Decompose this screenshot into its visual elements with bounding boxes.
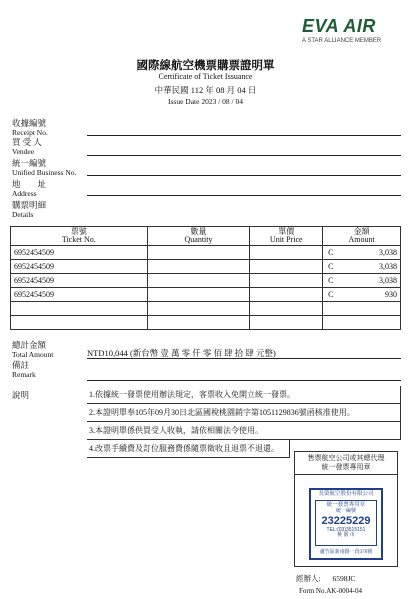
total-value: NTD10,044 (新台幣 壹 萬 零 仟 零 佰 肆 拾 肆 元整) [87,348,276,358]
unit-price-cell [250,274,323,288]
document-title: 國際線航空機票購票證明單 [136,60,275,72]
vendee-line [87,155,401,156]
company-seal: 長榮航空股份有限公司 統一發票專用章 統一編號 23225229 TEL:(03)3515151 桃 園 市 蘆竹區新南路一段376號 [309,488,383,560]
amount-cell: C 930 [323,288,401,302]
note-item: 1.依據統一發票使用辦法規定，客票收入免開立統一發票。 [87,386,401,404]
issue-date-zh: 中華民國 112 年 08 月 04 日 [154,85,257,95]
unified-line [87,175,401,176]
remark-line [87,380,401,381]
table-row [11,274,401,288]
table-header-row [11,227,401,246]
seal-tax-id: 23225229 [321,515,371,527]
quantity-cell [147,246,250,260]
unit-price-cell [250,288,323,302]
total-line [87,358,401,359]
receipt-line [87,135,401,136]
handler [296,573,355,584]
header-unit-price: 單價 Unit Price [250,227,323,246]
unit-price-cell [250,246,323,260]
notes-label: 說明 [12,390,30,400]
table-row-empty [11,302,401,316]
address-line [87,195,401,196]
form-number: Form No.AK-0004-04 [299,587,362,595]
quantity-cell [147,260,250,274]
notes-list [87,386,401,458]
quantity-cell [147,288,250,302]
table-row-empty [11,316,401,330]
table-row [11,288,401,302]
note-item: 4.改票手續費及訂位服務費係隨票徵收且退票不退還。 [87,440,290,458]
vendee-label: 買 受 人 Vendee [12,137,42,156]
remark-label: 備註 Remark [12,360,36,379]
stamp-box [294,451,398,567]
receipt-label: 收據編號 Receipt No. [12,118,48,137]
note-item: 2.本證明單奉105年09月30日北區國稅桃園銷字第1051129836號函核准使用。 [87,404,401,422]
ticket-no: 6952454509 [11,246,148,260]
unit-price-cell [250,260,323,274]
ticket-no: 6952454509 [11,288,148,302]
eva-air-logo [302,16,402,44]
table-row [11,260,401,274]
details-label: 購票明細 Details [12,200,47,219]
ticket-no: 6952454509 [11,274,148,288]
quantity-cell [147,274,250,288]
header-quantity: 數量 Quantity [147,227,250,246]
header-ticket: 票號 Ticket No. [11,227,148,246]
amount-cell: C 3,038 [323,274,401,288]
handler-label: 經辦人: [296,574,321,583]
total-label: 總計金額 Total Amount [12,340,54,359]
handler-value: 6598JC [332,574,356,583]
table-row [11,246,401,260]
details-table [10,226,401,330]
issue-date-en: Issue Date 2023 / 08 / 04 [168,97,243,106]
brand-sub: A STAR ALLIANCE MEMBER [302,38,382,44]
ticket-no: 6952454509 [11,260,148,274]
note-item: 3.本證明單係供買受人收執，請依相關法令使用。 [87,422,401,440]
header-amount: 金額 Amount [323,227,401,246]
unified-label: 統一編號 Unified Business No. [12,158,77,177]
amount-cell: C 3,038 [323,260,401,274]
stamp-box-title: 售票航空公司或其總代理 統一發票專用章 [307,454,385,471]
address-label: 地 址 Address [12,179,47,198]
document-subtitle: Certificate of Ticket Issuance [158,72,253,81]
brand-name: EVA AIR [302,16,376,36]
amount-cell: C 3,038 [323,246,401,260]
